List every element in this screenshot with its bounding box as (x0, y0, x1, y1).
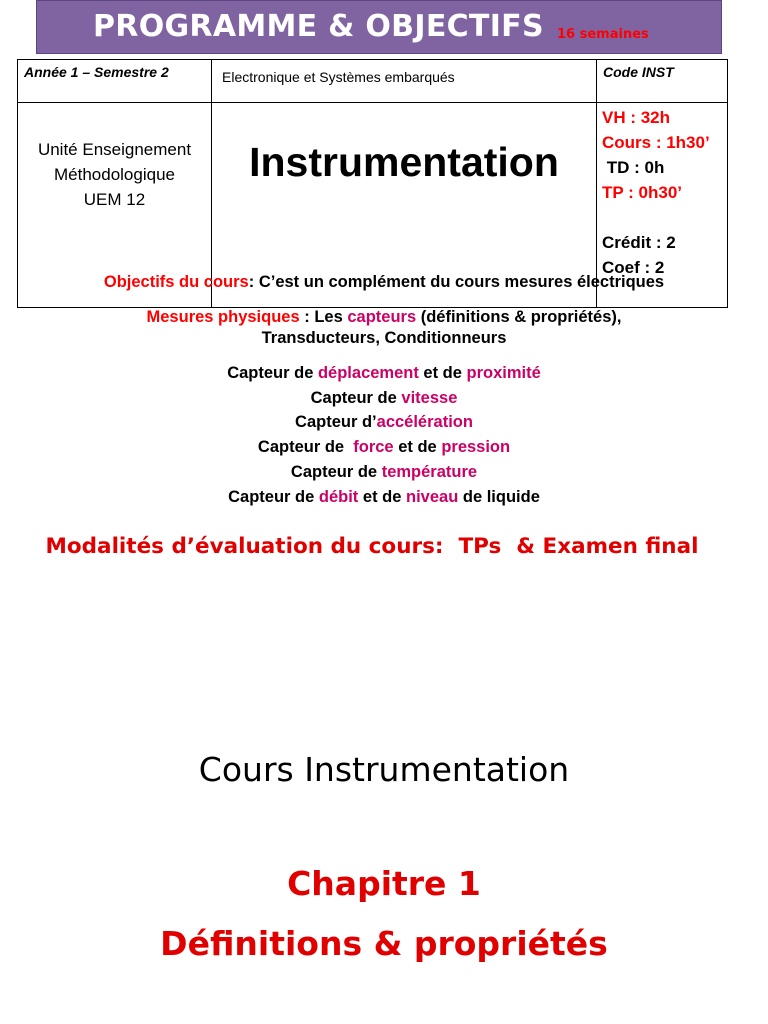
physical-text: : Les (299, 308, 348, 326)
unit-line: UEM 12 (83, 190, 146, 209)
list-item: Capteur de vitesse (310, 388, 458, 407)
list-item: Capteur de débit et de niveau de liquide (228, 487, 540, 506)
course-title: Cours Instrumentation (198, 750, 570, 789)
table-header-row (18, 60, 728, 103)
physical-line2: Transducteurs, Conditionneurs (261, 329, 507, 347)
unit-line: Méthodologique (54, 165, 175, 184)
course-info-table (17, 59, 728, 308)
course-name: Instrumentation (212, 103, 597, 308)
chapter-subtitle: Définitions & propriétés (160, 924, 608, 963)
objectives-label: Objectifs du cours (103, 273, 249, 291)
credit: Crédit : 2 (602, 233, 676, 252)
banner-duration: 16 semaines (557, 27, 649, 42)
specialty: Electronique et Systèmes embarqués (212, 60, 597, 103)
capteurs-word: capteurs (347, 308, 417, 326)
list-item: Capteur de force et de pression (257, 438, 511, 457)
physical-text: (définitions & propriétés), (416, 308, 622, 326)
year-semester: Année 1 – Semestre 2 (18, 60, 212, 103)
list-item: Capteur de température (290, 462, 478, 481)
list-item: Capteur de déplacement et de proximité (227, 364, 541, 382)
banner-title: PROGRAMME & OBJECTIFS (93, 9, 544, 44)
unit-line: Unité Enseignement (37, 140, 192, 159)
hours-td: TD : 0h (602, 158, 665, 177)
coef: Coef : 2 (602, 258, 665, 277)
physical-measures (0, 307, 768, 349)
hours-tp: TP : 0h30’ (602, 183, 682, 202)
title-banner (36, 0, 722, 54)
objectives-text: : C’est un complément du cours mesures électriques (248, 273, 665, 291)
sensor-list (0, 361, 768, 509)
list-item: Capteur d’accélération (295, 413, 473, 432)
hours-cours: Cours : 1h30’ (602, 133, 710, 152)
course-code: Code INST (597, 60, 728, 103)
objectives-line (0, 273, 768, 292)
evaluation-methods: Modalités d’évaluation du cours: TPs & Examen final (45, 534, 699, 559)
chapter-number: Chapitre 1 (287, 864, 481, 903)
hours-vh: VH : 32h (602, 108, 671, 127)
physical-label: Mesures physiques (146, 308, 300, 326)
